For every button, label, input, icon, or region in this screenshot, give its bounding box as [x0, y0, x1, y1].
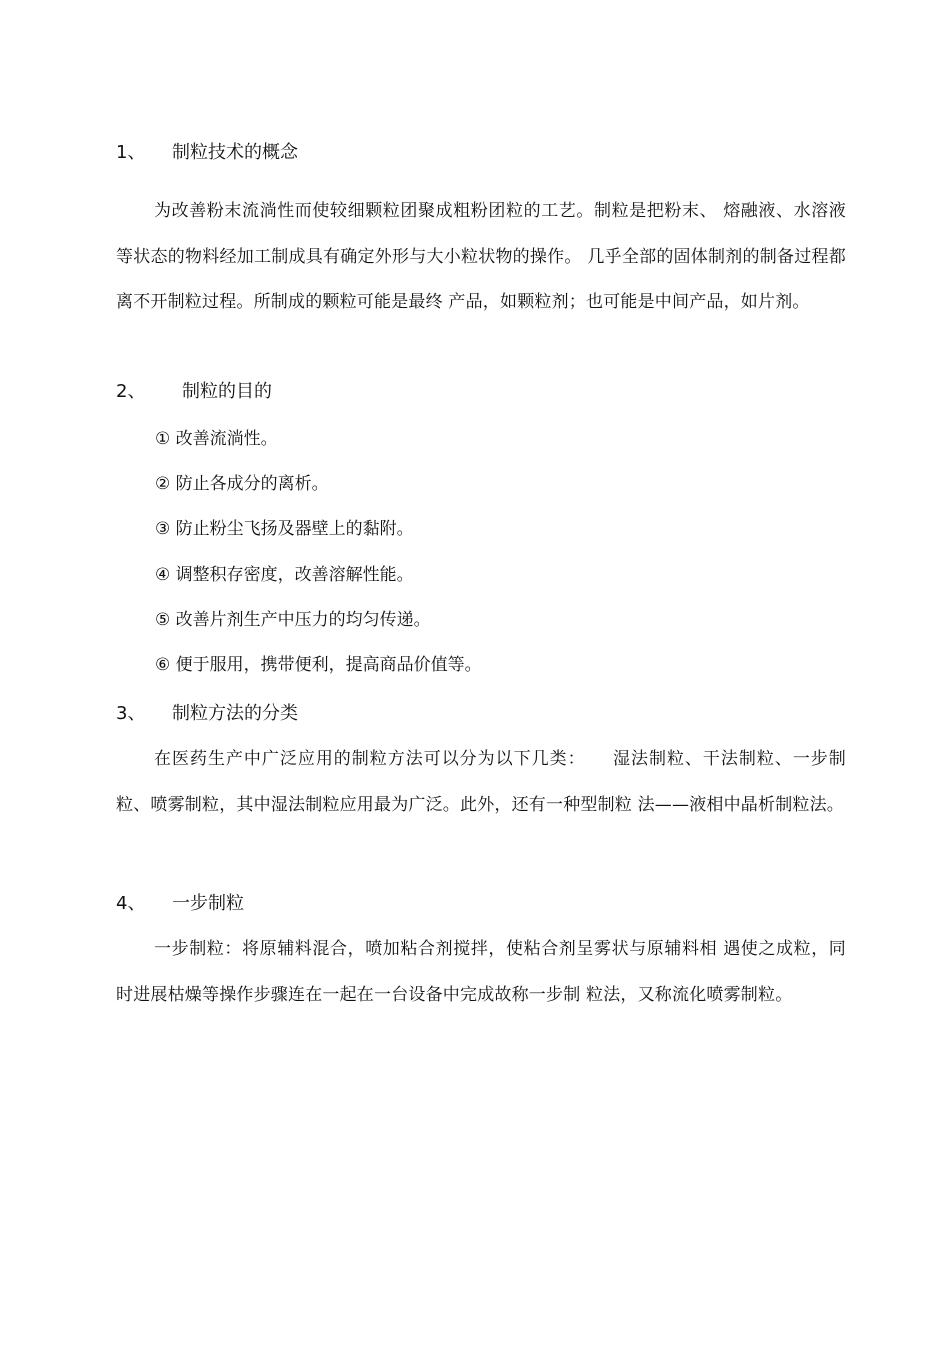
section-3-heading — [116, 702, 298, 726]
section-4-heading — [116, 892, 244, 916]
list-item: ② 防止各成分的离析。 — [155, 474, 329, 494]
list-item: ⑥ 便于服用，携带便利，提高商品价值等。 — [155, 655, 482, 675]
section-number: 2、 — [116, 381, 146, 402]
section-1-paragraph: 为改善粉末流淌性而使较细颗粒团聚成粗粉团粒的工艺。制粒是把粉末、 熔融液、水溶液等状态的物料经加工制成具有确定外形与大小粒状物的操作。 几乎全部的固体制剂的制备过程都离不开制粒过程。所制成的颗粒可能是最终 产品，如颗粒剂；也可能是中间产品，如片剂。 — [116, 201, 846, 312]
section-2-heading — [116, 380, 272, 404]
list-item: ① 改善流淌性。 — [155, 429, 278, 449]
section-1-heading — [116, 141, 298, 165]
list-item: ⑤ 改善片剂生产中压力的均匀传递。 — [155, 610, 431, 630]
section-3-paragraph: 在医药生产中广泛应用的制粒方法可以分为以下几类： 湿法制粒、干法制粒、一步制粒、喷雾制粒，其中湿法制粒应用最为广泛。此外，还有一种型制粒 法——液相中晶析制粒法。 — [116, 749, 846, 815]
list-item: ④ 调整积存密度，改善溶解性能。 — [155, 565, 414, 585]
section-4-paragraph: 一步制粒：将原辅料混合，喷加粘合剂搅拌，使粘合剂呈雾状与原辅料相 遇使之成粒，同时进展枯燥等操作步骤连在一起在一台设备中完成故称一步制 粒法，又称流化喷雾制粒。 — [116, 939, 846, 1005]
list-item: ③ 防止粉尘飞扬及器壁上的黏附。 — [155, 519, 414, 539]
section-title: 制粒技术的概念 — [172, 142, 298, 163]
section-number: 1、 — [116, 142, 146, 163]
section-number: 4、 — [116, 893, 146, 914]
section-title: 一步制粒 — [172, 893, 244, 914]
section-number: 3、 — [116, 703, 146, 724]
section-title: 制粒方法的分类 — [172, 703, 298, 724]
section-title: 制粒的目的 — [182, 381, 272, 402]
